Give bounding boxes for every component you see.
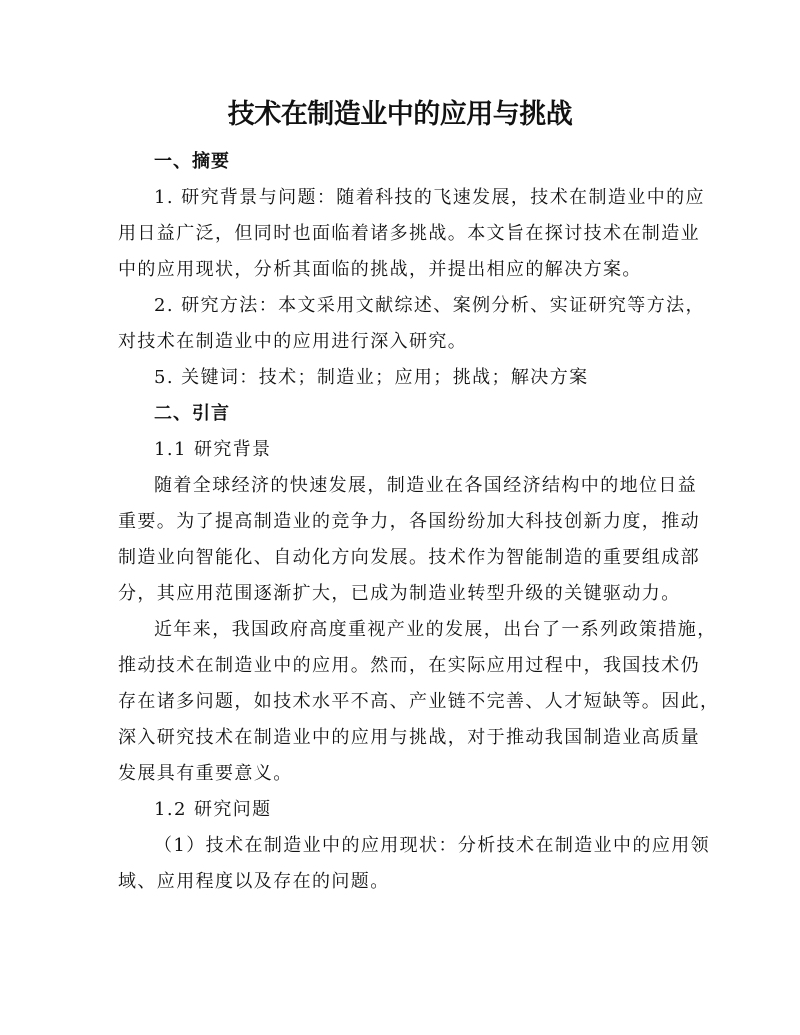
paragraph-line: 发展具有重要意义。 <box>118 763 293 784</box>
paragraph-line: 2. 研究方法：本文采用文献综述、案例分析、实证研究等方法， <box>154 295 705 316</box>
paragraph <box>118 612 720 792</box>
paragraph-line: 5. 关键词：技术；制造业；应用；挑战；解决方案 <box>154 367 589 388</box>
paragraph-line: 近年来，我国政府高度重视产业的发展，出台了一系列政策措施， <box>154 619 717 640</box>
paragraph-line: 1. 研究背景与问题：随着科技的飞速发展，技术在制造业中的应 <box>154 187 705 208</box>
paragraph-line: 推动技术在制造业中的应用。然而，在实际应用过程中，我国技术仍 <box>118 655 700 676</box>
section-heading: 一、摘要 <box>154 151 230 172</box>
paragraph <box>118 468 698 612</box>
paragraph <box>118 432 698 468</box>
paragraph-line: 域、应用程度以及存在的问题。 <box>118 871 390 892</box>
paragraph-line: 1.1 研究背景 <box>154 439 272 460</box>
document-body <box>118 144 720 900</box>
paragraph-line: 中的应用现状，分析其面临的挑战，并提出相应的解决方案。 <box>118 259 642 280</box>
paragraph-line: 1.2 研究问题 <box>154 799 272 820</box>
document-title: 技术在制造业中的应用与挑战 <box>227 99 573 130</box>
paragraph <box>118 180 705 288</box>
paragraph <box>118 792 698 828</box>
paragraph-line: 用日益广泛，但同时也面临着诸多挑战。本文旨在探讨技术在制造业 <box>118 223 700 244</box>
paragraph <box>118 288 705 360</box>
paragraph-line: 重要。为了提高制造业的竞争力，各国纷纷加大科技创新力度，推动 <box>118 511 700 532</box>
paragraph-line: 存在诸多问题，如技术水平不高、产业链不完善、人才短缺等。因此， <box>118 691 720 712</box>
paragraph-line: 随着全球经济的快速发展，制造业在各国经济结构中的地位日益 <box>154 475 698 496</box>
paragraph-line: 分，其应用范围逐渐扩大，已成为制造业转型升级的关键驱动力。 <box>118 583 681 604</box>
section-heading: 二、引言 <box>154 403 230 424</box>
paragraph-line: 深入研究技术在制造业中的应用与挑战，对于推动我国制造业高质量 <box>118 727 700 748</box>
paragraph-line: 对技术在制造业中的应用进行深入研究。 <box>118 331 468 352</box>
paragraph <box>118 828 711 900</box>
paragraph <box>118 360 698 396</box>
paragraph-line: （1）技术在制造业中的应用现状：分析技术在制造业中的应用领 <box>154 835 711 856</box>
paragraph-line: 制造业向智能化、自动化方向发展。技术作为智能制造的重要组成部 <box>118 547 700 568</box>
